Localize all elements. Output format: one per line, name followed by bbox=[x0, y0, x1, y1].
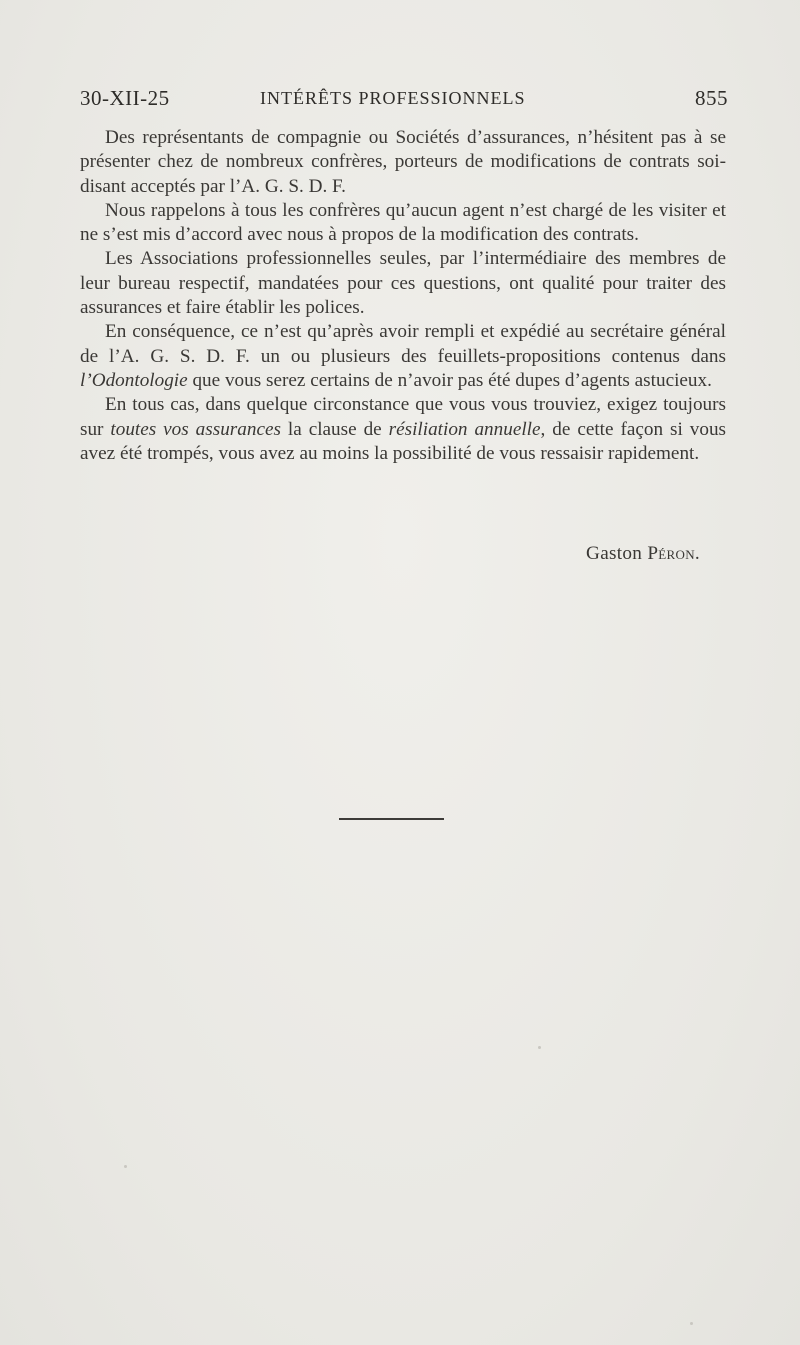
journal-title: l’Odontologie bbox=[80, 369, 188, 391]
paragraph-4 bbox=[80, 320, 726, 393]
signature bbox=[586, 543, 700, 565]
paragraph-5-text-b: la clause de bbox=[280, 418, 389, 440]
paragraph-4-text-b: que vous serez certains de n’avoir pas été dupes d’agents astucieux. bbox=[187, 369, 712, 391]
header-date: 30-XII-25 bbox=[80, 86, 170, 110]
article-body bbox=[80, 126, 726, 466]
emphasis-all-insurances: toutes vos assurances bbox=[110, 418, 281, 440]
emphasis-annual-cancellation: résiliation annuelle bbox=[388, 418, 541, 440]
paragraph-4-text-a: En conséquence, ce n’est qu’après avoir rempli et expédié au secrétaire général de l’A. G. S. D. F. un ou plusieurs des feuillets-propositions contenus dans bbox=[80, 321, 726, 367]
signature-surname: Péron bbox=[647, 543, 695, 564]
paper-speck bbox=[690, 1322, 693, 1325]
section-divider bbox=[339, 818, 444, 820]
paragraph-3: Les Associations professionnelles seules, par l’intermédiaire des membres de leur bureau respectif, mandatées pour ces questions, ont qualité pour traiter des assurances et faire établir les polices. bbox=[80, 248, 726, 319]
paragraph-2: Nous rappelons à tous les confrères qu’aucun agent n’est chargé de les visiter et ne s’est mis d’accord avec nous à propos de la modification des contrats. bbox=[80, 199, 726, 246]
paper-speck bbox=[538, 1046, 541, 1049]
paragraph-5-text-c: , de cette façon si vous avez été trompés, vous avez au moins la possibilité de vous ressaisir rapidement. bbox=[80, 418, 726, 464]
signature-given-name: Gaston bbox=[586, 543, 643, 564]
paper-speck bbox=[124, 1165, 127, 1168]
paragraph-5-text-a: En tous cas, dans quelque circonstance que vous vous trouviez, exigez toujours sur bbox=[80, 394, 726, 440]
signature-period: . bbox=[694, 543, 700, 564]
running-head bbox=[80, 86, 728, 116]
page-number: 855 bbox=[695, 86, 728, 110]
paragraph-5 bbox=[80, 393, 726, 466]
paragraph-1: Des représentants de compagnie ou Sociétés d’assurances, n’hésitent pas à se présenter chez de nombreux confrères, porteurs de modifications de contrats soi-disant acceptés par l’A. G. S. D. F. bbox=[80, 127, 726, 197]
header-title: INTÉRÊTS PROFESSIONNELS bbox=[260, 88, 526, 108]
